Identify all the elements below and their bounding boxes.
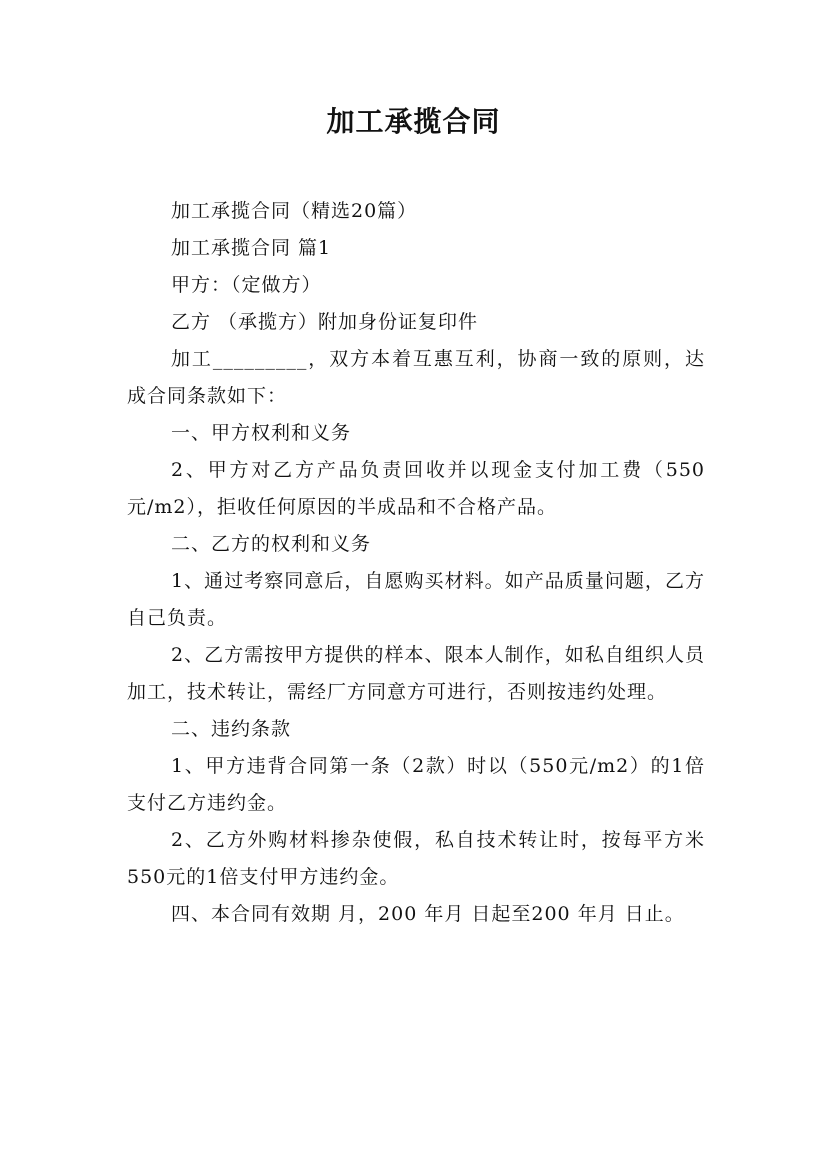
paragraph-clause-a2: 2、甲方对乙方产品负责回收并以现金支付加工费（550元/m2），拒收任何原因的半成品和不合格产品。 xyxy=(127,459,705,518)
document-body xyxy=(127,193,705,933)
paragraph-section-b-rights: 二、乙方的权利和义务 xyxy=(171,533,372,555)
paragraph-intro: 加工_________，双方本着互惠互利，协商一致的原则，达成合同条款如下： xyxy=(127,348,705,407)
paragraph-breach-1: 1、甲方违背合同第一条（2款）时以（550元/m2）的1倍支付乙方违约金。 xyxy=(127,755,705,814)
paragraph-party-b: 乙方 （承揽方）附加身份证复印件 xyxy=(171,311,479,333)
paragraph-validity: 四、本合同有效期 月，200 年月 日起至200 年月 日止。 xyxy=(171,903,685,925)
document-title: 加工承揽合同 xyxy=(326,105,501,138)
paragraph-section-breach: 二、违约条款 xyxy=(171,718,292,740)
paragraph-section-a-rights: 一、甲方权利和义务 xyxy=(171,422,352,444)
paragraph-clause-b1: 1、通过考察同意后，自愿购买材料。如产品质量问题，乙方自己负责。 xyxy=(127,570,705,629)
paragraph-clause-b2: 2、乙方需按甲方提供的样本、限本人制作，如私自组织人员加工，技术转让，需经厂方同意方可进行，否则按违约处理。 xyxy=(127,644,705,703)
paragraph-breach-2: 2、乙方外购材料掺杂使假，私自技术转让时，按每平方米550元的1倍支付甲方违约金。 xyxy=(127,829,705,888)
paragraph-party-a: 甲方：（定做方） xyxy=(171,274,322,296)
paragraph-section-label: 加工承揽合同 篇1 xyxy=(171,237,332,259)
paragraph-heading: 加工承揽合同（精选20篇） xyxy=(171,200,418,222)
